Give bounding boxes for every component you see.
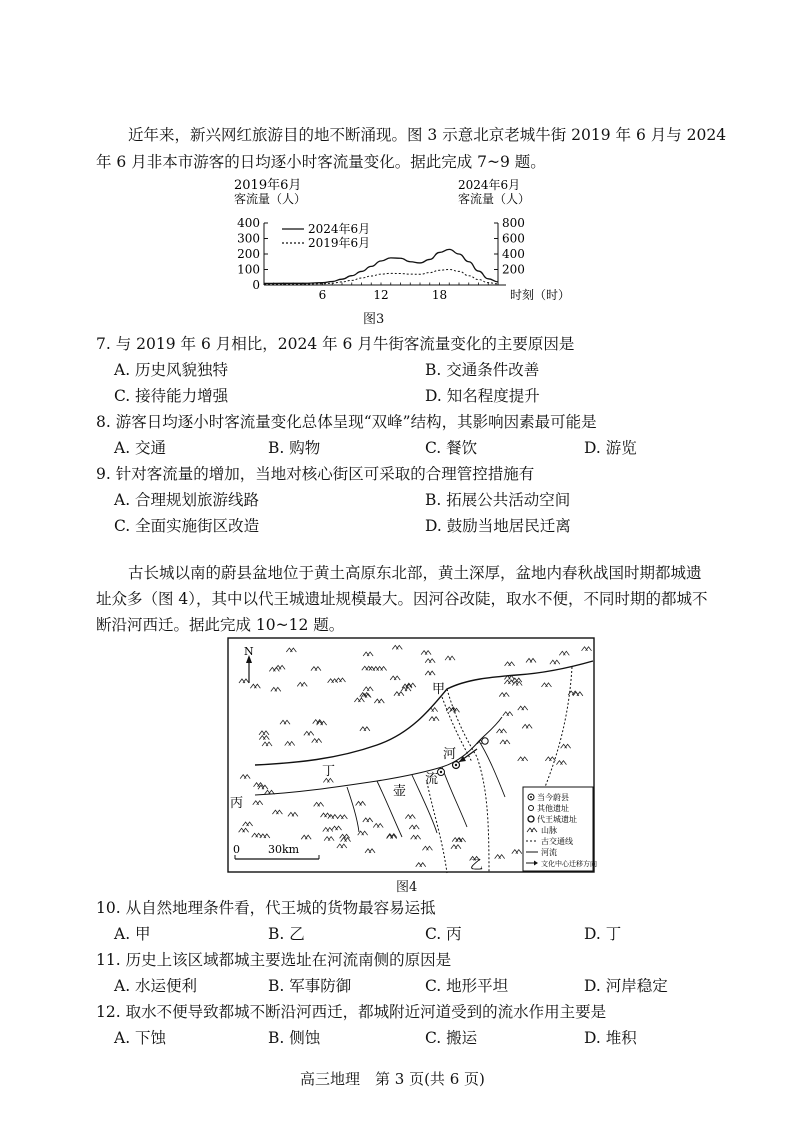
legend-traffic: 古交通线 [541, 837, 573, 846]
line-chart [220, 177, 571, 325]
q10-stem: 10. 从自然地理条件看，代王城的货物最容易运抵 [96, 899, 436, 917]
q9-option-d[interactable]: D. 鼓励当地居民迁离 [425, 517, 571, 535]
y-right-tick-label: 600 [502, 231, 525, 246]
chart-svg [220, 177, 571, 325]
y-right-tick-label: 400 [502, 247, 525, 261]
q10-option-a[interactable]: A. 甲 [114, 925, 151, 943]
y-right-tick-label: 800 [502, 216, 525, 230]
y-left-tick-label: 100 [237, 262, 260, 277]
intro2-line2: 址众多（图 4），其中以代王城遗址规模最大。因河谷改陡，取水不便，不同时期的都城不 [96, 590, 708, 608]
intro1-line1: 近年来，新兴网红旅游目的地不断涌现。图 3 示意北京老城牛街 2019 年 6 月与 2024 [128, 126, 727, 144]
q9-option-b[interactable]: B. 拓展公共活动空间 [425, 491, 571, 509]
place-yi: 乙 [470, 858, 484, 873]
legend-weixian: 当今蔚县 [537, 793, 569, 802]
q11-option-c[interactable]: C. 地形平坦 [425, 977, 509, 995]
river-label-he: 河 [443, 747, 457, 762]
q7-option-b[interactable]: B. 交通条件改善 [425, 361, 540, 379]
x-tick-label: 6 [318, 288, 327, 302]
place-bing: 丙 [230, 796, 244, 811]
q9-option-c[interactable]: C. 全面实施街区改造 [114, 517, 260, 535]
map-legend [523, 787, 597, 871]
y-left-label-2: 客流量（人） [234, 192, 307, 206]
place-jia: 甲 [432, 682, 446, 697]
q8-option-d[interactable]: D. 游览 [584, 439, 637, 457]
q7-option-a[interactable]: A. 历史风貌独特 [114, 361, 229, 379]
q8-option-a[interactable]: A. 交通 [114, 439, 167, 457]
x-tick-label: 18 [431, 288, 448, 302]
north-label: N [244, 645, 254, 658]
figure4-caption: 图4 [396, 880, 418, 895]
legend-river: 河流 [541, 848, 557, 857]
intro2-line3: 断沿河西迁。据此完成 10~12 题。 [96, 616, 345, 634]
legend-daiwang: 代王城遗址 [537, 815, 577, 824]
y-right-label-2: 客流量（人） [458, 192, 531, 206]
q8-option-b[interactable]: B. 购物 [268, 439, 321, 457]
q9-option-a[interactable]: A. 合理规划旅游线路 [114, 491, 260, 509]
legend-label-1: 2019年6月 [308, 236, 371, 250]
map-figure [227, 637, 595, 873]
y-left-label-1: 2019年6月 [234, 178, 302, 193]
q11-stem: 11. 历史上该区域都城主要选址在河流南侧的原因是 [96, 951, 452, 969]
series-line-0 [264, 249, 498, 283]
scale-label: 0 30km [233, 843, 300, 856]
q12-stem: 12. 取水不便导致都城不断沿河西迁，都城附近河道受到的流水作用主要是 [96, 1003, 607, 1021]
y-right-label-1: 2024年6月 [458, 178, 521, 192]
q10-option-d[interactable]: D. 丁 [584, 925, 622, 943]
q8-option-c[interactable]: C. 餐饮 [425, 439, 478, 457]
legend-other-sites: 其他遗址 [537, 804, 569, 813]
daiwang-city-site-dot [455, 764, 457, 766]
y-left-tick-label: 200 [237, 247, 260, 261]
y-left-tick-label: 0 [252, 278, 260, 292]
legend-label-0: 2024年6月 [308, 222, 371, 236]
page-footer: 高三地理 第 3 页(共 6 页) [300, 1070, 485, 1088]
q12-option-b[interactable]: B. 侧蚀 [268, 1029, 321, 1047]
legend-mountain: 山脉 [541, 826, 557, 835]
intro2-line1: 古长城以南的蔚县盆地位于黄土高原东北部，黄土深厚，盆地内春秋战国时期都城遗 [128, 564, 702, 582]
x-tick-label: 12 [373, 288, 389, 302]
y-left-tick-label: 300 [237, 231, 260, 246]
q8-stem: 8. 游客日均逐小时客流量变化总体呈现“双峰”结构，其影响因素最可能是 [96, 413, 597, 431]
q9-stem: 9. 针对客流量的增加，当地对核心街区可采取的合理管控措施有 [96, 465, 535, 483]
q12-option-a[interactable]: A. 下蚀 [114, 1029, 167, 1047]
q12-option-c[interactable]: C. 搬运 [425, 1029, 478, 1047]
q7-option-d[interactable]: D. 知名程度提升 [425, 387, 540, 405]
q11-option-b[interactable]: B. 军事防御 [268, 977, 352, 995]
river-label-hu: 壶 [393, 784, 407, 799]
x-axis-label: 时刻（时） [510, 288, 571, 302]
series-line-1 [264, 270, 498, 285]
q7-stem: 7. 与 2019 年 6 月相比，2024 年 6 月牛街客流量变化的主要原因是 [96, 335, 575, 353]
legend-migration: 文化中心迁移方向 [541, 860, 597, 868]
y-left-tick-label: 400 [237, 216, 260, 230]
q10-option-c[interactable]: C. 丙 [425, 925, 462, 943]
y-right-tick-label: 200 [502, 262, 525, 277]
river-label-liu: 流 [425, 772, 439, 787]
figure3-caption: 图3 [363, 312, 385, 327]
weixian-county-site-dot [440, 771, 442, 773]
site-east [482, 738, 488, 744]
q11-option-a[interactable]: A. 水运便利 [114, 977, 198, 995]
q11-option-d[interactable]: D. 河岸稳定 [584, 977, 668, 995]
place-ding: 丁 [322, 764, 336, 779]
q7-option-c[interactable]: C. 接待能力增强 [114, 387, 229, 405]
q10-option-b[interactable]: B. 乙 [268, 925, 305, 943]
q12-option-d[interactable]: D. 堆积 [584, 1029, 637, 1047]
intro1-line2: 年 6 月非本市游客的日均逐小时客流量变化。据此完成 7~9 题。 [96, 153, 546, 171]
map-svg [227, 637, 595, 873]
